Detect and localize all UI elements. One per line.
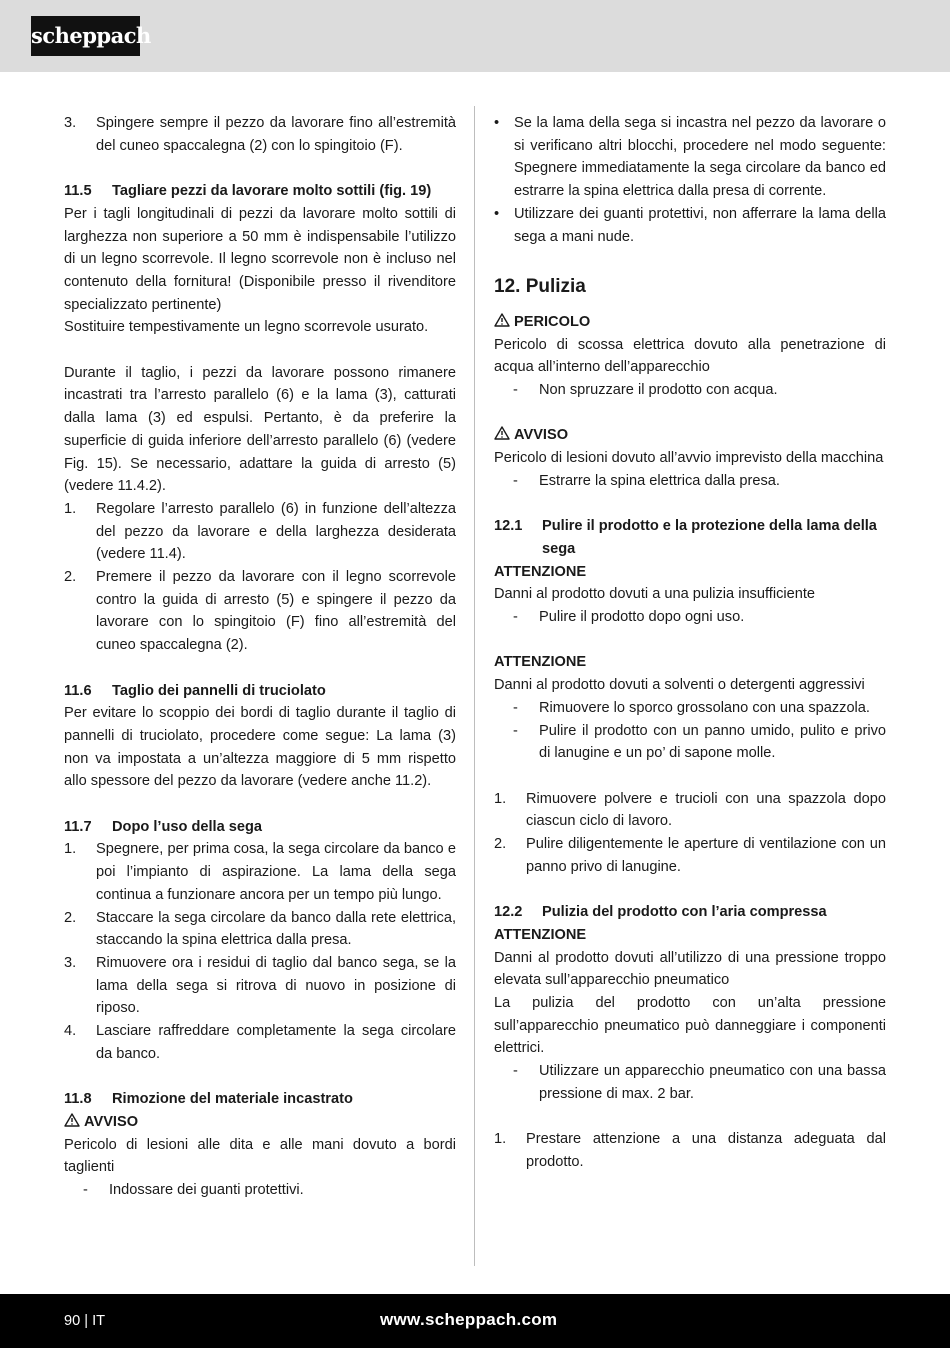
left-column — [64, 112, 456, 1202]
paragraph: Pericolo di lesioni alle dita e alle mani dovuto a bordi taglienti — [64, 1136, 456, 1176]
paragraph: Pericolo di scossa elettrica dovuto alla penetrazione di acqua all’interno dell’apparecchio — [494, 336, 886, 376]
warning-triangle-icon — [64, 1113, 80, 1127]
warning-triangle-icon — [494, 313, 510, 327]
section-heading-11-6: 11.6 Taglio dei pannelli di truciolato — [64, 682, 326, 699]
dash-item: - Utilizzare un apparecchio pneumatico con una bassa pressione di max. 2 bar. — [513, 1063, 886, 1102]
list-item: 1. Spegnere, per prima cosa, la sega circolare da banco e poi l’impianto di aspirazione. La lama della sega continua a funzionare ancora per un tempo più lungo. — [64, 841, 456, 903]
paragraph: Pericolo di lesioni dovuto all’avvio imprevisto della macchina — [494, 450, 884, 467]
dash-item: - Indossare dei guanti protettivi. — [83, 1181, 304, 1198]
footer-bar — [0, 1294, 950, 1348]
list-item: 4. Lasciare raffreddare completamente la sega circolare da banco. — [64, 1023, 456, 1062]
warning-label: AVVISO — [494, 424, 886, 447]
brand-logo: scheppach — [31, 16, 140, 56]
section-heading-11-8: 11.8 Rimozione del materiale incastrato — [64, 1091, 353, 1108]
section-heading-11-5: 11.5 Tagliare pezzi da lavorare molto sottili (fig. 19) — [64, 183, 432, 200]
list-item: 1. Rimuovere polvere e trucioli con una spazzola dopo ciascun ciclo di lavoro. — [494, 790, 886, 830]
danger-label: PERICOLO — [494, 311, 886, 334]
section-heading-11-7: 11.7 Dopo l’uso della sega — [64, 818, 263, 835]
dash-item: - Pulire il prodotto dopo ogni uso. — [513, 609, 745, 626]
dash-item: - Non spruzzare il prodotto con acqua. — [513, 382, 778, 399]
header-bar — [0, 0, 950, 72]
paragraph: Durante il taglio, i pezzi da lavorare possono rimanere incastrati tra l’arresto parallelo (6) e la lama (3), catturati dalla lama (3) ed espulsi. Pertanto, è da preferire la superficie di guida inferiore dell’arresto parallelo (6) (vedere Fig. 15). Se necessario, adattare la guida di arresto (5) (vedere 11.4.2). — [64, 364, 456, 495]
list-item: 1. Regolare l’arresto parallelo (6) in funzione dell’altezza del pezzo da lavorare e della larghezza desiderata (vedere 11.4). — [64, 500, 456, 563]
website-url: www.scheppach.com — [380, 1310, 558, 1329]
dash-item: - Pulire il prodotto con un panno umido, pulito e privo di lanugine e un po’ di sapone molle. — [513, 722, 886, 762]
caution-label: ATTENZIONE — [494, 563, 587, 580]
bullet-item: • Se la lama della sega si incastra nel pezzo da lavorare o si verificano altri blocchi, procedere nel modo seguente: Spegnere immediatamente la sega circolare da banco ed estrarre la spina elettrica dalla presa di corrente. — [494, 115, 886, 200]
paragraph: Per i tagli longitudinali di pezzi da lavorare molto sottili di larghezza non superiore a 50 mm è indispensabile l’utilizzo di un legno scorrevole. Il legno scorrevole non è incluso nel contenuto della fornitura! (Disponibile presso il rivenditore specializzato pertinente) — [64, 205, 456, 313]
paragraph: Danni al prodotto dovuti a una pulizia insufficiente — [494, 586, 816, 603]
right-column — [494, 112, 886, 1174]
dash-item: - Rimuovere lo sporco grossolano con una spazzola. — [513, 699, 870, 716]
warning-label: AVVISO — [64, 1111, 456, 1134]
paragraph: Danni al prodotto dovuti a solventi o detergenti aggressivi — [494, 677, 865, 694]
list-item: 1. Prestare attenzione a una distanza adeguata dal prodotto. — [494, 1131, 886, 1170]
section-heading-12-1: 12.1 Pulire il prodotto e la protezione della lama della sega — [494, 518, 877, 557]
caution-label: ATTENZIONE — [494, 654, 587, 671]
chapter-title: 12. Pulizia — [494, 275, 586, 297]
list-item: 2. Premere il pezzo da lavorare con il legno scorrevole contro la guida di arresto (5) e spingere il pezzo da lavorare con lo spingitoio (F) fino all’estremità del cuneo spaccalegna (2). — [64, 569, 456, 654]
page-number: 90 | IT — [64, 1313, 106, 1329]
paragraph: Danni al prodotto dovuti all’utilizzo di una pressione troppo elevata sull’apparecchio pneumatico — [494, 949, 886, 989]
paragraph: Sostituire tempestivamente un legno scorrevole usurato. — [64, 319, 429, 336]
list-item: 3. Rimuovere ora i residui di taglio dal banco sega, se la lama della sega si ritrova di nuovo in posizione di riposo. — [64, 954, 456, 1017]
list-item: 2. Staccare la sega circolare da banco dalla rete elettrica, staccando la spina elettrica dalla presa. — [64, 909, 456, 949]
column-divider — [474, 106, 475, 1266]
caution-label: ATTENZIONE — [494, 926, 587, 943]
paragraph: Per evitare lo scoppio dei bordi di taglio durante il taglio di pannelli di truciolato, procedere come segue: La lama (3) non va impostata a un’altezza maggiore di 5 mm rispetto allo spessore del pezzo da lavorare (vedere anche 11.2). — [64, 705, 456, 790]
warning-triangle-icon — [494, 426, 510, 440]
list-item: 3. Spingere sempre il pezzo da lavorare fino all’estremità del cuneo spaccalegna (2) con lo spingitoio (F). — [64, 115, 456, 154]
bullet-item: • Utilizzare dei guanti protettivi, non afferrare la lama della sega a mani nude. — [494, 205, 886, 245]
list-item: 2. Pulire diligentemente le aperture di ventilazione con un panno privo di lanugine. — [494, 836, 886, 875]
section-heading-12-2: 12.2 Pulizia del prodotto con l’aria compressa — [494, 904, 827, 921]
dash-item: - Estrarre la spina elettrica dalla presa. — [513, 472, 780, 489]
paragraph: La pulizia del prodotto con un’alta pressione sull’apparecchio pneumatico può danneggiare i componenti elettrici. — [494, 994, 886, 1057]
